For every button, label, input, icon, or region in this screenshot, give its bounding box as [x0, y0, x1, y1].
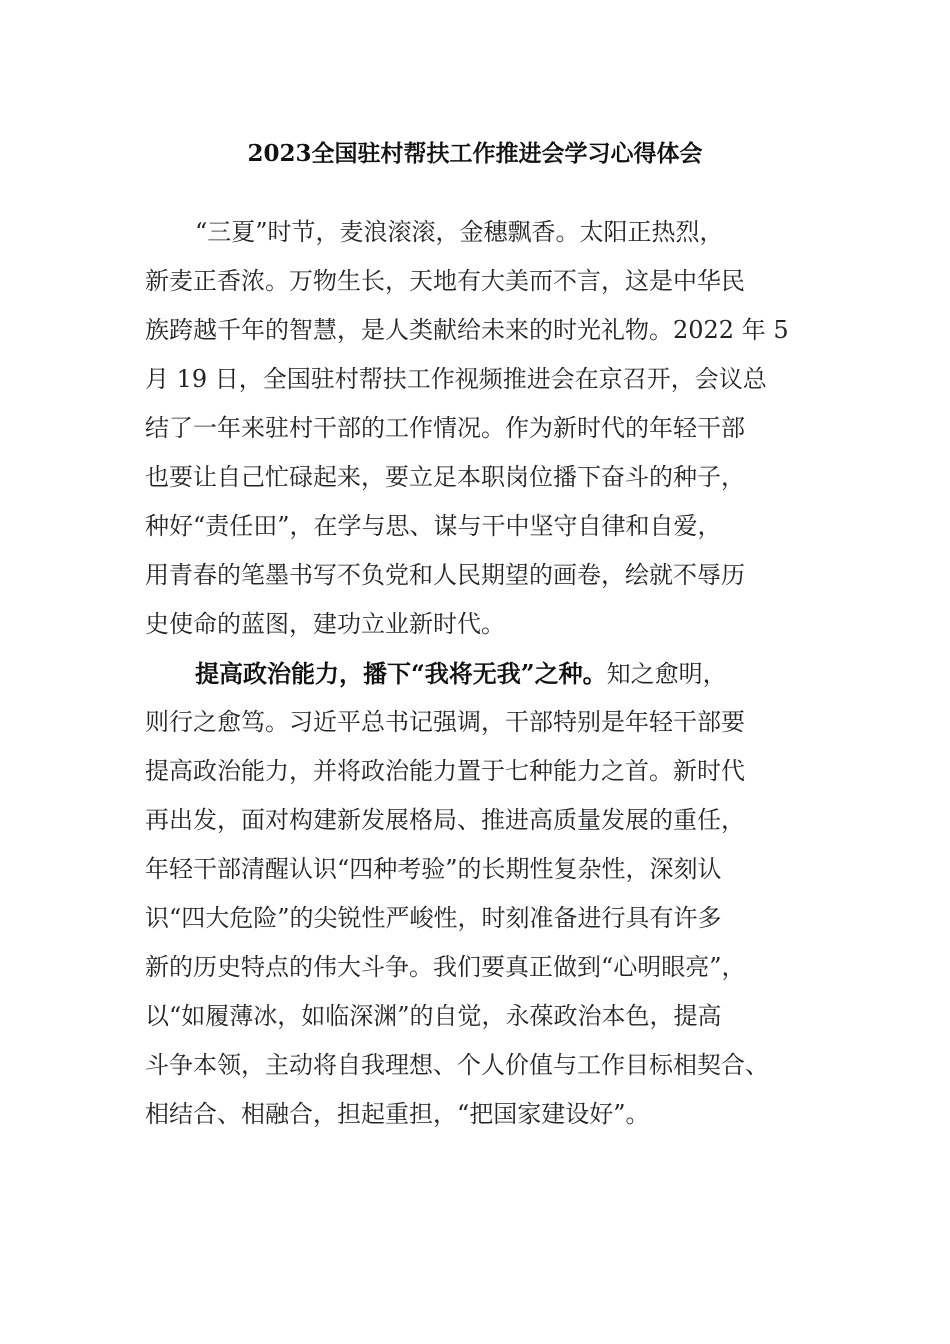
paragraph-political-ability: [145, 649, 810, 1139]
paragraph-intro: [145, 208, 810, 649]
paragraph-lead-sentence: 提高政治能力，播下“我将无我”之种。: [195, 659, 607, 688]
paragraph-line-rest: 知之愈明，: [606, 660, 727, 688]
document-body: [145, 208, 810, 1139]
paragraph-line: “三夏”时节，麦浪滚滚，金穗飘香。太阳正热烈，: [195, 218, 724, 246]
paragraph-line: 新的历史特点的伟大斗争。我们要真正做到“心明眼亮”，: [145, 953, 746, 981]
paragraph-line: 则行之愈笃。习近平总书记强调，干部特别是年轻干部要: [145, 708, 745, 736]
paragraph-line: 月 19 日，全国驻村帮扶工作视频推进会在京召开，会议总: [145, 365, 767, 393]
paragraph-line: 新麦正香浓。万物生长，天地有大美而不言，这是中华民: [145, 267, 745, 295]
paragraph-line: 用青春的笔墨书写不负党和人民期望的画卷，绘就不辱历: [145, 561, 745, 589]
document-title: 2023全国驻村帮扶工作推进会学习心得体会: [247, 140, 703, 167]
paragraph-line: 年轻干部清醒认识“四种考验”的长期性复杂性，深刻认: [145, 855, 722, 883]
paragraph-line: 提高政治能力，并将政治能力置于七种能力之首。新时代: [145, 757, 745, 785]
paragraph-line: 史使命的蓝图，建功立业新时代。: [145, 610, 505, 638]
paragraph-line: 识“四大危险”的尖锐性严峻性，时刻准备进行具有许多: [145, 904, 722, 932]
paragraph-line: 种好“责任田”，在学与思、谋与干中坚守自律和自爱，: [145, 512, 722, 540]
paragraph-first-line: [145, 649, 810, 698]
paragraph-line: 族跨越千年的智慧，是人类献给未来的时光礼物。2022 年 5: [145, 316, 789, 344]
paragraph-line: 再出发，面对构建新发展格局、推进高质量发展的重任，: [145, 806, 745, 834]
paragraph-line: 结了一年来驻村干部的工作情况。作为新时代的年轻干部: [145, 414, 745, 442]
paragraph-line: 以“如履薄冰，如临深渊”的自觉，永葆政治本色，提高: [145, 1002, 722, 1030]
paragraph-line: 相结合、相融合，担起重担，“把国家建设好”。: [145, 1100, 650, 1128]
paragraph-line: 斗争本领，主动将自我理想、个人价值与工作目标相契合、: [145, 1051, 769, 1079]
paragraph-line: 也要让自己忙碌起来，要立足本职岗位播下奋斗的种子，: [145, 463, 745, 491]
